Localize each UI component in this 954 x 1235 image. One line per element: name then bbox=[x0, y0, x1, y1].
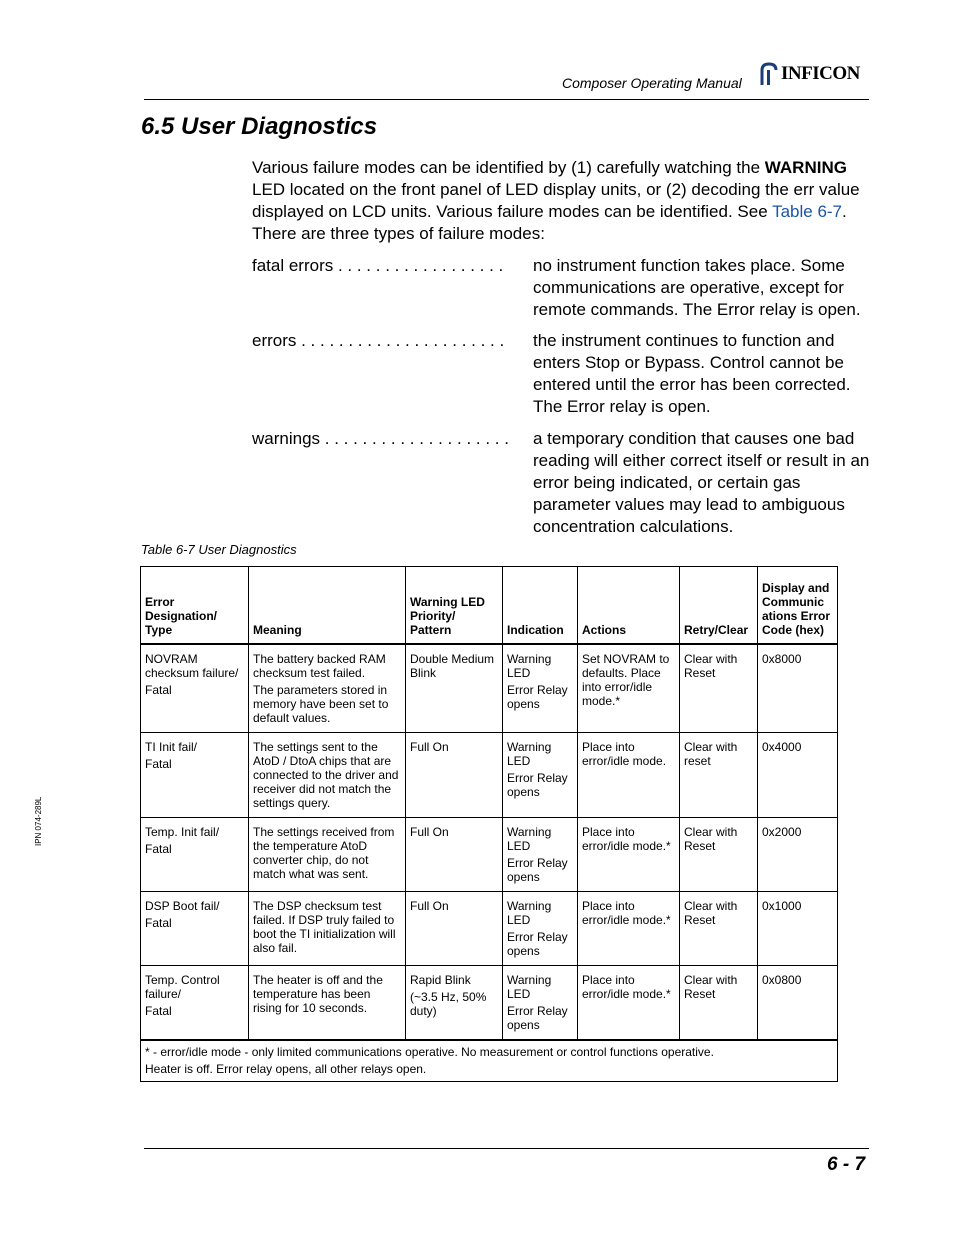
logo-text: INFICON bbox=[781, 63, 860, 84]
header-led: Warning LED Priority/ Pattern bbox=[406, 567, 503, 645]
cell-led bbox=[406, 644, 503, 733]
cell-indication bbox=[503, 818, 578, 892]
cell-indication bbox=[503, 644, 578, 733]
meaning-text: The settings received from the temperature AtoD converter chip, do not match what was sent. bbox=[253, 825, 395, 881]
designation-text: DSP Boot fail/ bbox=[145, 899, 220, 913]
indication-text: Warning LED bbox=[507, 825, 552, 853]
cell-code: 0x2000 bbox=[758, 818, 838, 892]
meaning-text: The heater is off and the temperature has been rising for 10 seconds. bbox=[253, 973, 383, 1015]
header-actions: Actions bbox=[578, 567, 680, 645]
cell-led bbox=[406, 733, 503, 818]
mode-description: no instrument function takes place. Some communications are operative, except for remote commands. The Error relay is open. bbox=[533, 256, 861, 319]
type-text: Fatal bbox=[145, 842, 172, 856]
type-text: Fatal bbox=[145, 1004, 172, 1018]
intro-text-1: Various failure modes can be identified by (1) carefully watching the bbox=[252, 158, 765, 177]
cell-actions: Place into error/idle mode. bbox=[578, 733, 680, 818]
cell-code: 0x8000 bbox=[758, 644, 838, 733]
table-row bbox=[141, 733, 838, 818]
inficon-logo-icon bbox=[759, 61, 779, 87]
cell-led bbox=[406, 892, 503, 966]
intro-text-2: LED located on the front panel of LED display units, or (2) decoding the err value displayed on LCD units. Various failure modes can be identified. See bbox=[252, 180, 860, 221]
user-diagnostics-table bbox=[140, 566, 838, 1082]
cell-actions: Place into error/idle mode.* bbox=[578, 892, 680, 966]
designation-text: TI Init fail/ bbox=[145, 740, 198, 754]
cell-code: 0x0800 bbox=[758, 966, 838, 1041]
cell-meaning bbox=[249, 733, 406, 818]
indication-text-2: Error Relay opens bbox=[507, 771, 568, 799]
meaning-text-2: The parameters stored in memory have been set to default values. bbox=[253, 683, 389, 725]
cell-designation bbox=[141, 892, 249, 966]
meaning-text: The settings sent to the AtoD / DtoA chips that are connected to the driver and receiver did not match the settings query. bbox=[253, 740, 399, 810]
header-meaning: Meaning bbox=[249, 567, 406, 645]
led-text: Rapid Blink bbox=[410, 973, 471, 987]
header-rule bbox=[144, 99, 869, 100]
cell-code: 0x1000 bbox=[758, 892, 838, 966]
led-text-2: (~3.5 Hz, 50% duty) bbox=[410, 990, 487, 1018]
meaning-text: The DSP checksum test failed. If DSP truly failed to boot the TI initialization will also fail. bbox=[253, 899, 396, 955]
cell-meaning bbox=[249, 818, 406, 892]
intro-paragraph bbox=[252, 157, 877, 245]
intro-warning-bold: WARNING bbox=[764, 158, 847, 177]
table-6-7-link[interactable]: Table 6-7 bbox=[772, 202, 843, 221]
header-code: Display and Communic ations Error Code (hex) bbox=[758, 567, 838, 645]
indication-text-2: Error Relay opens bbox=[507, 1004, 568, 1032]
cell-led bbox=[406, 818, 503, 892]
led-text: Full On bbox=[410, 740, 449, 754]
cell-designation bbox=[141, 733, 249, 818]
header-designation: Error Designation/ Type bbox=[141, 567, 249, 645]
type-text: Fatal bbox=[145, 683, 172, 697]
led-text: Double Medium Blink bbox=[410, 652, 495, 680]
mode-description: a temporary condition that causes one bad reading will either correct itself or result in an error being indicated, or certain gas parameter values may lead to ambiguous concentration calculations. bbox=[533, 429, 870, 536]
table-header-row bbox=[141, 567, 838, 645]
page-number: 6 - 7 bbox=[827, 1154, 866, 1175]
cell-led bbox=[406, 966, 503, 1041]
mode-description: the instrument continues to function and enters Stop or Bypass. Control cannot be entered until the error has been corrected. The Error relay is open. bbox=[533, 331, 851, 416]
type-text: Fatal bbox=[145, 916, 172, 930]
led-text: Full On bbox=[410, 825, 449, 839]
cell-meaning bbox=[249, 966, 406, 1041]
intro-text-3: . There are three types of failure modes: bbox=[252, 202, 847, 243]
type-text: Fatal bbox=[145, 757, 172, 771]
led-text: Full On bbox=[410, 899, 449, 913]
table-caption: Table 6-7 User Diagnostics bbox=[141, 542, 297, 557]
cell-actions: Place into error/idle mode.* bbox=[578, 966, 680, 1041]
mode-term: warnings . . . . . . . . . . . . . . . . . . . . bbox=[252, 429, 509, 448]
cell-retry: Clear with Reset bbox=[680, 818, 758, 892]
table-footnote-row bbox=[141, 1040, 838, 1082]
footnote-line-1: * - error/idle mode - only limited communications operative. No measurement or control functions operative. bbox=[145, 1045, 714, 1059]
indication-text: Warning LED bbox=[507, 740, 552, 768]
cell-retry: Clear with Reset bbox=[680, 644, 758, 733]
indication-text-2: Error Relay opens bbox=[507, 683, 568, 711]
table-row bbox=[141, 966, 838, 1041]
footnote-line-2: Heater is off. Error relay opens, all other relays open. bbox=[145, 1062, 427, 1076]
cell-retry: Clear with Reset bbox=[680, 892, 758, 966]
indication-text-2: Error Relay opens bbox=[507, 930, 568, 958]
cell-designation bbox=[141, 818, 249, 892]
table-footnote bbox=[141, 1040, 838, 1082]
cell-actions: Place into error/idle mode.* bbox=[578, 818, 680, 892]
mode-term: errors . . . . . . . . . . . . . . . . . . . . . . bbox=[252, 331, 505, 350]
inficon-logo bbox=[759, 60, 860, 88]
indication-text: Warning LED bbox=[507, 973, 552, 1001]
indication-text-2: Error Relay opens bbox=[507, 856, 568, 884]
designation-text: Temp. Init fail/ bbox=[145, 825, 220, 839]
cell-indication bbox=[503, 733, 578, 818]
cell-designation bbox=[141, 966, 249, 1041]
mode-term: fatal errors . . . . . . . . . . . . . . . . . . bbox=[252, 256, 504, 275]
footer-rule bbox=[144, 1148, 869, 1149]
section-title: 6.5 User Diagnostics bbox=[141, 113, 378, 140]
cell-code: 0x4000 bbox=[758, 733, 838, 818]
cell-indication bbox=[503, 892, 578, 966]
indication-text: Warning LED bbox=[507, 652, 552, 680]
table-row bbox=[141, 892, 838, 966]
cell-retry: Clear with reset bbox=[680, 733, 758, 818]
table-row bbox=[141, 644, 838, 733]
indication-text: Warning LED bbox=[507, 899, 552, 927]
cell-designation bbox=[141, 644, 249, 733]
designation-text: NOVRAM checksum failure/ bbox=[145, 652, 239, 680]
designation-text: Temp. Control failure/ bbox=[145, 973, 220, 1001]
header-indication: Indication bbox=[503, 567, 578, 645]
cell-meaning bbox=[249, 644, 406, 733]
cell-indication bbox=[503, 966, 578, 1041]
ipn-margin-note: IPN 074-289L bbox=[34, 796, 43, 846]
cell-meaning bbox=[249, 892, 406, 966]
table-row bbox=[141, 818, 838, 892]
header-retry: Retry/Clear bbox=[680, 567, 758, 645]
manual-title: Composer Operating Manual bbox=[562, 75, 742, 91]
meaning-text: The battery backed RAM checksum test failed. bbox=[253, 652, 386, 680]
cell-actions: Set NOVRAM to defaults. Place into error/idle mode.* bbox=[578, 644, 680, 733]
cell-retry: Clear with Reset bbox=[680, 966, 758, 1041]
